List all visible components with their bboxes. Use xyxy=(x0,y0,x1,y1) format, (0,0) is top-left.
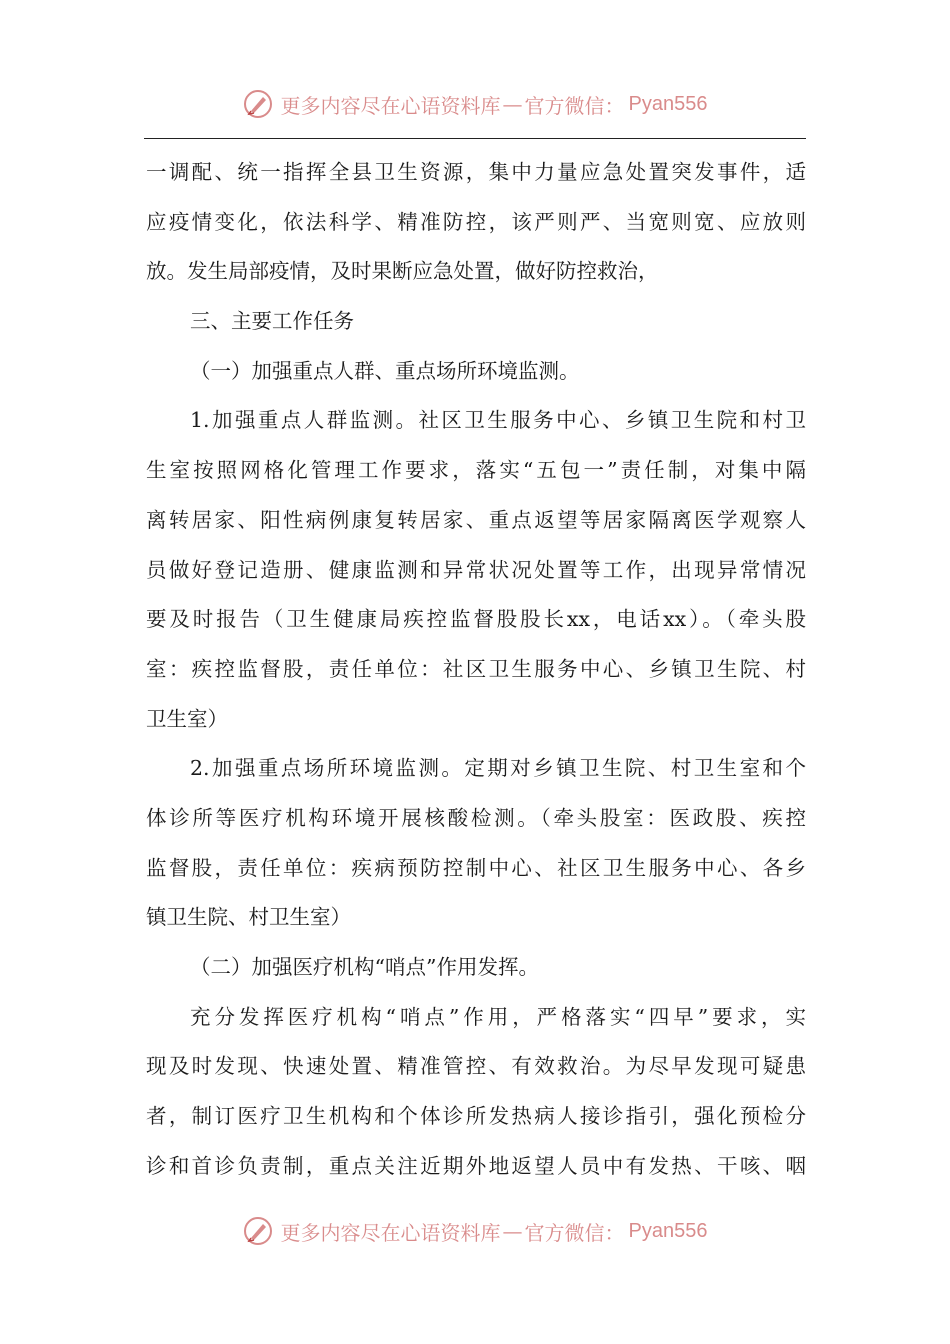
body-line: 1.加强重点人群监测。社区卫生服务中心、乡镇卫生院和村卫 xyxy=(190,408,806,433)
footer-watermark xyxy=(0,1211,950,1251)
header-rule xyxy=(144,138,806,139)
body-line: 放。发生局部疫情，及时果断应急处置，做好防控救治， xyxy=(146,259,659,284)
subsection-heading: （二）加强医疗机构“哨点”作用发挥。 xyxy=(190,955,539,979)
body-line: 体诊所等医疗机构环境开展核酸检测。（牵头股室：医政股、疾控 xyxy=(146,805,806,830)
body-line: 监督股，责任单位：疾病预防控制中心、社区卫生服务中心、各乡 xyxy=(146,855,806,880)
watermark-site-text: 更多内容尽在心语资料库 xyxy=(280,1220,501,1245)
body-line: 诊和首诊负责制，重点关注近期外地返望人员中有发热、干咳、咽 xyxy=(146,1153,806,1178)
quill-logo-icon xyxy=(243,89,273,119)
body-line: 者，制订医疗卫生机构和个体诊所发热病人接诊指引，强化预检分 xyxy=(146,1104,806,1129)
header-watermark xyxy=(0,84,950,124)
body-line: 一调配、统一指挥全县卫生资源，集中力量应急处置突发事件，适 xyxy=(146,160,806,184)
document-body xyxy=(146,148,806,1191)
body-line: 离转居家、阳性病例康复转居家、重点返望等居家隔离医学观察人 xyxy=(146,507,806,532)
body-line: 镇卫生院、村卫生室） xyxy=(146,905,351,930)
watermark-wechat-label: 官方微信： xyxy=(524,93,625,118)
watermark-site-text: 更多内容尽在心语资料库 xyxy=(280,93,501,118)
body-line: 卫生室） xyxy=(146,706,228,731)
watermark-handle: Pyan556 xyxy=(628,92,708,115)
body-line: 2.加强重点场所环境监测。定期对乡镇卫生院、村卫生室和个 xyxy=(190,756,806,781)
subsection-heading: （一）加强重点人群、重点场所环境监测。 xyxy=(190,358,580,383)
watermark-handle: Pyan556 xyxy=(628,1219,708,1242)
body-line: 要及时报告（卫生健康局疾控监督股股长xx，电话xx）。（牵头股 xyxy=(146,607,806,632)
watermark-dash: — xyxy=(502,1219,523,1243)
body-line: 员做好登记造册、健康监测和异常状况处置等工作，出现异常情况 xyxy=(146,557,806,582)
watermark-dash: — xyxy=(502,92,523,116)
watermark-wechat-label: 官方微信： xyxy=(524,1220,625,1245)
body-line: 充分发挥医疗机构“哨点”作用，严格落实“四早”要求，实 xyxy=(190,1004,806,1029)
body-line: 生室按照网格化管理工作要求，落实“五包一”责任制，对集中隔 xyxy=(146,458,806,483)
body-line: 现及时发现、快速处置、精准管控、有效救治。为尽早发现可疑患 xyxy=(146,1054,806,1079)
body-line: 室：疾控监督股，责任单位：社区卫生服务中心、乡镇卫生院、村 xyxy=(146,656,806,681)
quill-logo-icon xyxy=(243,1216,273,1246)
body-line: 应疫情变化，依法科学、精准防控，该严则严、当宽则宽、应放则 xyxy=(146,209,806,234)
section-heading: 三、主要工作任务 xyxy=(190,309,354,334)
